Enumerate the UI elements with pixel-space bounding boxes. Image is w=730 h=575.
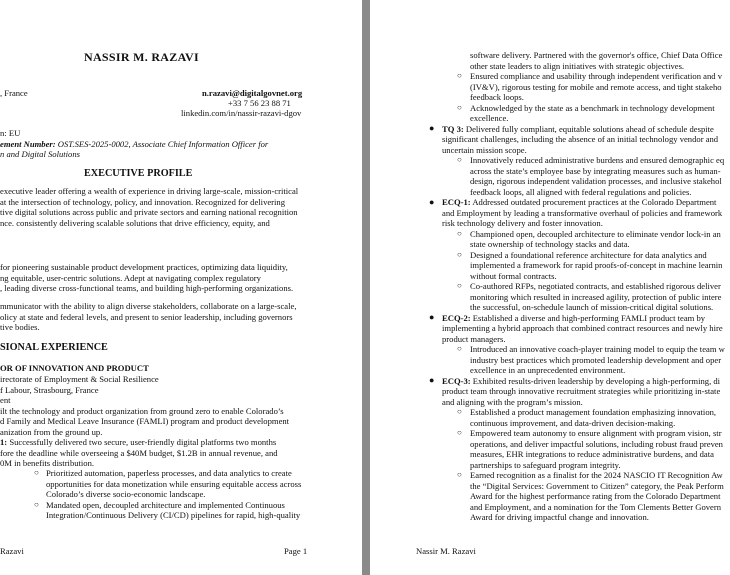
sub-bullet-line: Award for the highest performance rating from the Colorado Department (470, 491, 721, 501)
announcement-label: ement Number: (0, 139, 56, 149)
location: , France (0, 88, 28, 98)
footer-name: Nassir M. Razavi (416, 546, 476, 556)
sub-bullet-line: operations, and deliver impactful solutions, including robust fraud preven (470, 438, 723, 449)
sub-bullet-line: partnerships to safeguard program integrity. (470, 459, 621, 470)
sub-bullet-line: Co-authored RFPs, negotiated contracts, and established rigorous deliver (470, 281, 721, 291)
sub-bullet-line: the “Digital Services: Government to Citizen” category, the Peak Perform (470, 480, 724, 491)
sub-bullet-line: Award for driving impactful change and innovation. (470, 512, 649, 522)
sub-bullet-line: Mandated open, decoupled architecture and implemented Continuous (46, 499, 285, 510)
sub-bullet-line: measures, EHR integrations to reduce administrative burdens, and data (470, 449, 714, 459)
sub-bullet-line: state ownership of technology stacks and data. (470, 239, 630, 249)
profile-line: at the intersection of technology, policy, and innovation. Recognized for delivering (0, 196, 286, 207)
sub-bullet-line: Established a product management foundation emphasizing innovation, (470, 407, 717, 417)
ecq3-text: Exhibited results-driven leadership by developing a high-performing, di (470, 375, 721, 386)
circle-bullet-icon: ○ (457, 281, 462, 290)
sub-bullet-line: without formal contracts. (470, 270, 557, 281)
profile-line: tive digital solutions across public and private sectors and earning national recognition (0, 207, 298, 217)
sub-bullet-line: Innovatively reduced administrative burdens and ensured demographic eq (470, 155, 725, 165)
job-line: anization from the ground up. (0, 426, 103, 437)
citizenship: n: EU (0, 128, 21, 138)
ecq1-label: ECQ-1: (442, 197, 471, 207)
profile-line: nce. consistently delivering scalable solutions that drive efficiency, equity, and (0, 217, 270, 228)
footer-name: Razavi (0, 546, 24, 556)
ecq3-line (442, 376, 720, 387)
bullet-icon: ● (429, 375, 435, 385)
circle-bullet-icon: ○ (457, 228, 462, 238)
profile-line: , leading diverse cross-functional teams, and building high-performing organizations. (0, 283, 294, 293)
ecq2-line: implementing a hybrid approach that combined contract resources and newly hire (442, 323, 723, 333)
ecq3-line: and aligning with the program’s mission. (442, 396, 583, 407)
profile-line: tive bodies. (0, 322, 40, 332)
sub-bullet-line: design, rigorous independent validation processes, and inclusive stakehol (470, 176, 722, 186)
circle-bullet-icon: ○ (457, 155, 462, 164)
ecq1-line (442, 197, 716, 208)
ecq2-line (442, 313, 705, 324)
sub-bullet-line: Empowered team autonomy to ensure alignment with program vision, str (470, 428, 722, 438)
sub-bullet-line: across the state’s employee base by integrating measures such as human- (470, 165, 721, 176)
job-title: OR OF INNOVATION AND PRODUCT (0, 363, 149, 373)
cont-line: software delivery. Partnered with the governor's office, Chief Data Office (470, 50, 723, 60)
resume-page-1 (0, 0, 362, 575)
bullet-icon: ● (429, 312, 435, 322)
tq-label: 1: (0, 437, 8, 447)
section-heading-experience: SIONAL EXPERIENCE (0, 342, 108, 353)
profile-line: executive leader offering a wealth of experience in driving large-scale, mission-critical (0, 186, 299, 196)
ecq2-text: Established a diverse and high-performing FAMLI product team by (470, 312, 706, 323)
tq-text: Successfully delivered two secure, user-friendly digital platforms two months (7, 437, 277, 447)
sub-bullet-line: Championed open, decoupled architecture to eliminate vendor lock-in an (470, 228, 721, 239)
announcement-value: OST.SES-2025-0002, Associate Chief Information Officer for (55, 139, 269, 149)
circle-bullet-icon: ○ (457, 71, 462, 80)
footer-page-number: Page 1 (284, 546, 308, 556)
sub-bullet-line: excellence in an unprecedented environment. (470, 365, 626, 375)
announcement-line2: n and Digital Solutions (0, 149, 80, 159)
tq3-text: Delivered fully compliant, equitable solutions ahead of schedule despite (463, 123, 714, 134)
section-heading-profile: EXECUTIVE PROFILE (84, 168, 193, 179)
profile-line: mmunicator with the ability to align diverse stakeholders, collaborate on a large-scale, (0, 301, 297, 311)
bullet-icon: ● (429, 196, 435, 207)
sub-bullet-line: Integration/Continuous Delivery (CI/CD) pipelines for rapid, high-quality (46, 510, 301, 520)
announcement-line (0, 139, 268, 150)
ecq3-label: ECQ-3: (442, 375, 471, 386)
tq3-label: TQ 3: (442, 123, 464, 134)
sub-bullet-line: Earned recognition as a finalist for the 2024 NASCIO IT Recognition Aw (470, 470, 723, 480)
circle-bullet-icon: ○ (34, 499, 39, 509)
resume-page-2 (370, 0, 730, 575)
tq-line (0, 437, 276, 448)
job-dates: ent (0, 395, 11, 405)
job-line: d Family and Medical Leave Insurance (FAMLI) program and product development (0, 416, 290, 426)
candidate-name: NASSIR M. RAZAVI (84, 50, 199, 64)
org-line: f Labour, Strasbourg, France (0, 384, 99, 395)
sub-bullet-line: implemented a framework for rapid proofs-of-concept in machine learnin (470, 260, 723, 270)
sub-bullet-line: Introduced an innovative coach-player training model to equip the team w (470, 344, 725, 354)
sub-bullet-line: Designed a foundational reference architecture for data analytics and (470, 249, 707, 260)
tq-line: fore the deadline while overseeing a $40M budget, $1.2B in annual revenue, and (0, 447, 278, 458)
linkedin-link[interactable]: linkedin.com/in/nassir-razavi-dgov (181, 108, 302, 118)
ecq1-line: risk technology delivery and foster innovation. (442, 218, 603, 228)
bullet-icon: ● (429, 123, 435, 133)
tq3-line: uncertain mission scope. (442, 144, 527, 155)
profile-line: ng equitable, user-centric solutions. Adept at navigating complex regulatory (0, 272, 261, 283)
tq3-line: significant challenges, including the absence of an initial technology vendor and (442, 134, 719, 144)
profile-line: for pioneering sustainable product development practices, optimizing data liquidity, (0, 262, 288, 272)
sub-bullet-line: monitoring which resulted in increased agility, protection of public intere (470, 291, 722, 302)
ecq3-line: product team through innovative recruitment strategies while prioritizing in-state (442, 386, 721, 396)
sub-bullet-line: the successful, on-schedule launch of mission-critical digital solutions. (470, 302, 714, 312)
ecq1-text: Addressed outdated procurement practices at the Colorado Department (470, 197, 717, 207)
circle-bullet-icon: ○ (457, 470, 462, 479)
sub-bullet-line: (IV&V), rigorous testing for mobile and remote access, and tight stakeho (470, 81, 722, 92)
email-link[interactable]: n.razavi@digitalgovnet.org (202, 88, 303, 98)
job-line: ilt the technology and product organization from ground zero to enable Colorado’s (0, 405, 284, 416)
sub-bullet-line: feedback loops. (470, 92, 524, 102)
circle-bullet-icon: ○ (457, 102, 462, 112)
circle-bullet-icon: ○ (457, 407, 462, 416)
phone: +33 7 56 23 88 71 (228, 98, 291, 108)
ecq1-line: and Employment by leading a transformative overhaul of policies and framework (442, 207, 723, 218)
sub-bullet-line: feedback loops, all aligned with federal regulations and policies. (470, 186, 692, 197)
org-line: irectorate of Employment & Social Resilience (0, 374, 159, 384)
sub-bullet-line: continuous improvement, and data-driven decision-making. (470, 417, 676, 428)
circle-bullet-icon: ○ (457, 344, 462, 353)
tq-line: 0M in benefits distribution. (0, 458, 95, 468)
sub-bullet-line: Prioritized automation, paperless processes, and data analytics to create (46, 468, 292, 478)
ecq2-label: ECQ-2: (442, 312, 471, 323)
sub-bullet-line: and Employment, and a nomination for the Tom Clements Better Govern (470, 501, 722, 512)
sub-bullet-line: Ensured compliance and usability through independent verification and v (470, 71, 723, 81)
sub-bullet-line: Colorado’s diverse socio-economic landscape. (46, 489, 206, 499)
tq3-line (442, 124, 714, 135)
ecq2-line: product managers. (442, 333, 506, 344)
sub-bullet-line: industry best practices which promoted leadership development and oper (470, 354, 722, 365)
sub-bullet-line: Acknowledged by the state as a benchmark in technology development (470, 102, 715, 113)
circle-bullet-icon: ○ (457, 428, 462, 437)
cont-line: other state leaders to align initiatives with strategic objectives. (470, 60, 685, 71)
circle-bullet-icon: ○ (457, 249, 462, 259)
sub-bullet-line: opportunities for data monetization while ensuring equitable access across (46, 478, 302, 489)
sub-bullet-line: excellence. (470, 113, 509, 123)
circle-bullet-icon: ○ (34, 468, 39, 477)
profile-line: olicy at state and federal levels, and present to senior leadership, including governors (0, 311, 293, 322)
